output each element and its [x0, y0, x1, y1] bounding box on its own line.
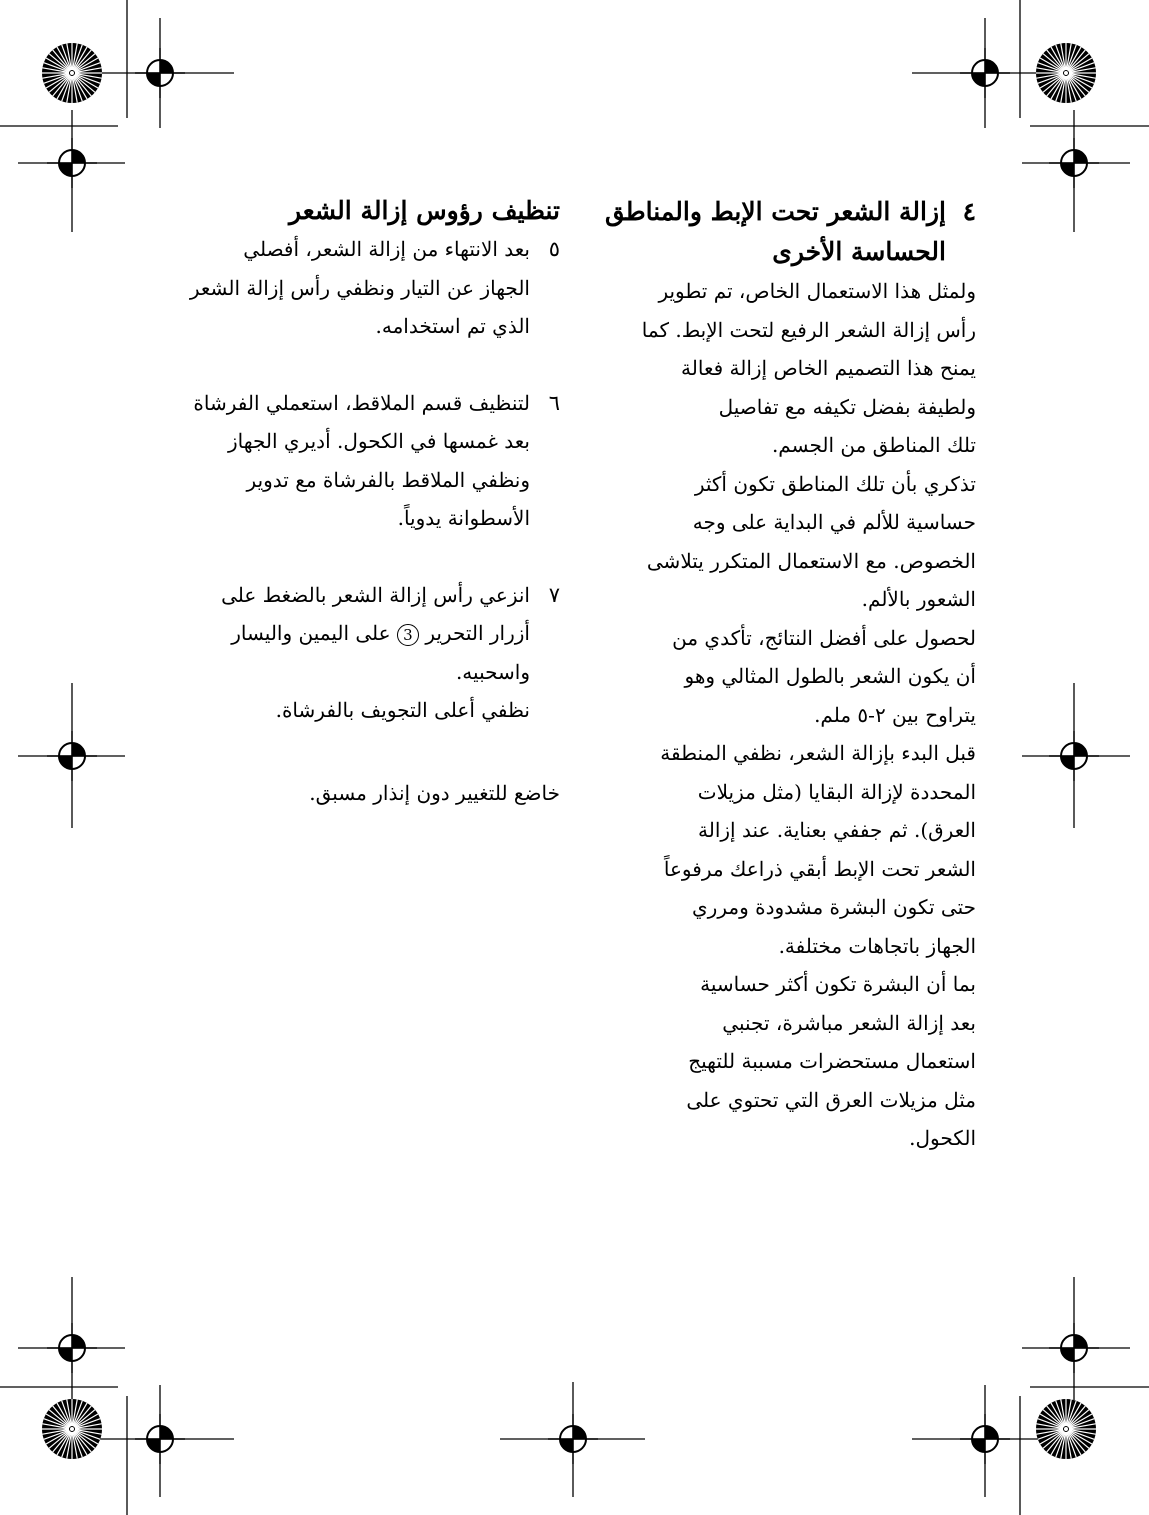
step-number: ٧: [548, 582, 560, 607]
body-line: مثل مزيلات العرق التي تحتوي على: [686, 1087, 976, 1112]
step-number: ٦: [548, 390, 560, 415]
change-notice: خاضع للتغيير دون إنذار مسبق.: [309, 780, 560, 805]
body-line: استعمال مستحضرات مسببة للتهيج: [688, 1049, 976, 1073]
body-line: تلك المناطق من الجسم.: [771, 433, 976, 457]
step-line: بعد الانتهاء من إزالة الشعر، أفصلي: [243, 237, 530, 261]
cleaning-step-5: [160, 230, 560, 346]
step-line: لتنظيف قسم الملاقط، استعملي الفرشاة: [193, 390, 530, 415]
step-line: [160, 614, 530, 653]
body-line: أن يكون الشعر بالطول المثالي وهو: [684, 664, 976, 688]
body-line: لحصول على أفضل النتائج، تأكدي من: [672, 625, 976, 650]
body-line: بما أن البشرة تكون أكثر حساسية: [700, 972, 976, 996]
body-line: العرق). ثم جففي بعناية. عند إزالة: [698, 818, 976, 842]
section-heading-line2: الحساسة الأخرى: [772, 237, 946, 266]
section-number: ٤: [962, 197, 976, 226]
body-line: حتى تكون البشرة مشدودة ومرري: [692, 895, 976, 919]
body-line: بعد إزالة الشعر مباشرة، تجنبي: [722, 1010, 976, 1035]
body-line: يمنح هذا التصميم الخاص إزالة فعالة: [681, 356, 976, 380]
step-text: على اليمين واليسار: [231, 621, 391, 645]
section-body: [583, 272, 976, 1158]
step-number: ٥: [548, 237, 560, 261]
body-line: الشعور بالألم.: [861, 587, 976, 611]
section-heading-line1: إزالة الشعر تحت الإبط والمناطق: [604, 197, 946, 226]
step-line: بعد غمسها في الكحول. أديري الجهاز: [228, 429, 530, 453]
cleaning-step-6: [160, 384, 560, 538]
release-button-callout: 3: [397, 624, 419, 646]
body-line: الخصوص. مع الاستعمال المتكرر يتلاشى: [646, 548, 976, 573]
section-underarm-hair-removal: [583, 192, 976, 1158]
body-line: رأس إزالة الشعر الرفيع لتحت الإبط. كما: [641, 317, 976, 342]
body-line: ولمثل هذا الاستعمال الخاص، تم تطوير: [658, 279, 976, 303]
cleaning-step-7: [160, 576, 560, 730]
step-line: انزعي رأس إزالة الشعر بالضغط على: [221, 582, 530, 607]
step-line: ونظفي الملاقط بالفرشاة مع تدوير: [246, 467, 530, 492]
body-line: الجهاز باتجاهات مختلفة.: [778, 933, 976, 958]
step-line: الذي تم استخدامه.: [375, 314, 530, 338]
body-line: حساسية للألم في البداية على وجه: [692, 510, 976, 534]
step-line: نظفي أعلى التجويف بالفرشاة.: [275, 698, 530, 722]
body-line: تذكري بأن تلك المناطق تكون أكثر: [694, 471, 976, 496]
body-line: الشعر تحت الإبط أبقي ذراعك مرفوعاً: [663, 856, 976, 881]
cleaning-heading: تنظيف رؤوس إزالة الشعر: [289, 196, 560, 225]
body-line: قبل البدء بإزالة الشعر، نظفي المنطقة: [660, 741, 976, 765]
body-line: الكحول.: [909, 1126, 976, 1150]
step-line: واسحبيه.: [455, 659, 530, 684]
step-line: الأسطوانة يدوياً.: [397, 506, 530, 530]
section-cleaning-heads: [160, 192, 560, 832]
step-line: الجهاز عن التيار ونظفي رأس إزالة الشعر: [189, 275, 530, 300]
body-line: يتراوح بين ٢-٥ ملم.: [814, 702, 976, 727]
step-text: أزرار التحرير: [425, 621, 530, 645]
body-line: المحددة لإزالة البقايا (مثل مزيلات: [697, 779, 976, 804]
body-line: ولطيفة بفضل تكيفه مع تفاصيل: [718, 394, 976, 419]
